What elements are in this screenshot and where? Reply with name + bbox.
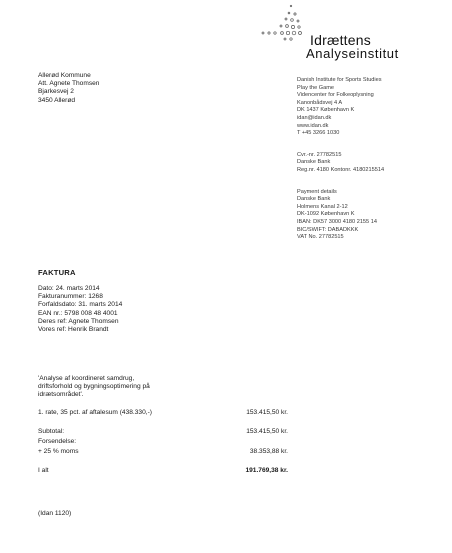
sender-info <box>297 77 447 250</box>
payment-details <box>297 189 447 242</box>
payment-line: Danske Bank <box>297 196 331 203</box>
sender-bank <box>297 152 447 175</box>
payment-line: Payment details <box>297 188 337 195</box>
internal-reference: (Idan 1120) <box>38 510 72 517</box>
invoice-ean: EAN nr.: 5798 008 48 4001 <box>38 309 118 317</box>
invoice-heading: FAKTURA <box>38 268 76 277</box>
line-item-amount: 153.415,50 kr. <box>246 409 288 416</box>
sender-line: Videncenter for Folkeoplysning <box>297 92 374 99</box>
total-amount: 191.769,38 kr. <box>245 467 288 474</box>
invoice-meta <box>38 285 122 334</box>
invoice-due-date: Forfaldsdato: 31. marts 2014 <box>38 301 123 309</box>
sender-line: Play the Game <box>297 84 334 91</box>
shipping-row <box>38 438 288 447</box>
payment-line: DK-1092 København K <box>297 211 355 218</box>
invoice-number: Fakturanummer: 1268 <box>38 293 103 301</box>
recipient-address <box>38 72 99 105</box>
total-label: I alt <box>38 467 49 474</box>
logo-dots-icon <box>255 2 305 42</box>
recipient-line: Bjarkesvej 2 <box>38 88 74 96</box>
invoice-date: Dato: 24. marts 2014 <box>38 285 100 292</box>
payment-line: BIC/SWIFT: DABADKKK <box>297 226 359 233</box>
vat-label: + 25 % moms <box>38 448 79 455</box>
description-line: 'Analyse af koordineret samdrug, <box>38 375 135 382</box>
bank-line: Reg.nr. 4180 Kontonr. 4180215514 <box>297 166 385 173</box>
sender-line: DK 1437 København K <box>297 107 355 114</box>
sender-email: idan@idan.dk <box>297 114 332 121</box>
invoice-our-ref: Vores ref: Henrik Brandt <box>38 326 109 334</box>
payment-line: VAT No. 27782515 <box>297 234 344 241</box>
line-item-row <box>38 409 288 418</box>
sender-details <box>297 77 447 138</box>
total-row <box>38 467 288 476</box>
recipient-line: Att. Agnete Thomsen <box>38 80 100 88</box>
sender-phone: T +45 3266 1030 <box>297 130 340 137</box>
shipping-label: Forsendelse: <box>38 438 77 445</box>
payment-line: Holmens Kanal 2-12 <box>297 203 348 210</box>
vat-row <box>38 448 288 457</box>
description-line: idrætsområdet'. <box>38 391 84 399</box>
subtotal-label: Subtotal: <box>38 428 65 435</box>
recipient-line: 3450 Allerød <box>38 96 76 104</box>
logo-title: Idrættens <box>310 32 371 48</box>
subtotal-amount: 153.415,50 kr. <box>246 428 288 435</box>
sender-line: Kanonbådsvej 4 A <box>297 99 343 106</box>
invoice-description <box>38 375 218 400</box>
sender-website: www.idan.dk <box>297 122 329 129</box>
line-item-label: 1. rate, 35 pct. af aftalesum (438.330,-) <box>38 409 152 416</box>
vat-amount: 38.353,88 kr. <box>249 448 288 455</box>
bank-line: Danske Bank <box>297 159 331 166</box>
invoice-their-ref: Deres ref: Agnete Thomsen <box>38 317 119 325</box>
recipient-line: Allerød Kommune <box>38 72 91 79</box>
bank-line: Cvr.-nr. 27782515 <box>297 151 342 158</box>
sender-line: Danish Institute for Sports Studies <box>297 77 382 83</box>
subtotal-row <box>38 428 288 437</box>
payment-line: IBAN: DK57 3000 4180 2155 14 <box>297 218 377 225</box>
description-line: driftsforhold og bygningsoptimering på <box>38 383 150 391</box>
logo-subtitle: Analyseinstitut <box>306 46 399 61</box>
